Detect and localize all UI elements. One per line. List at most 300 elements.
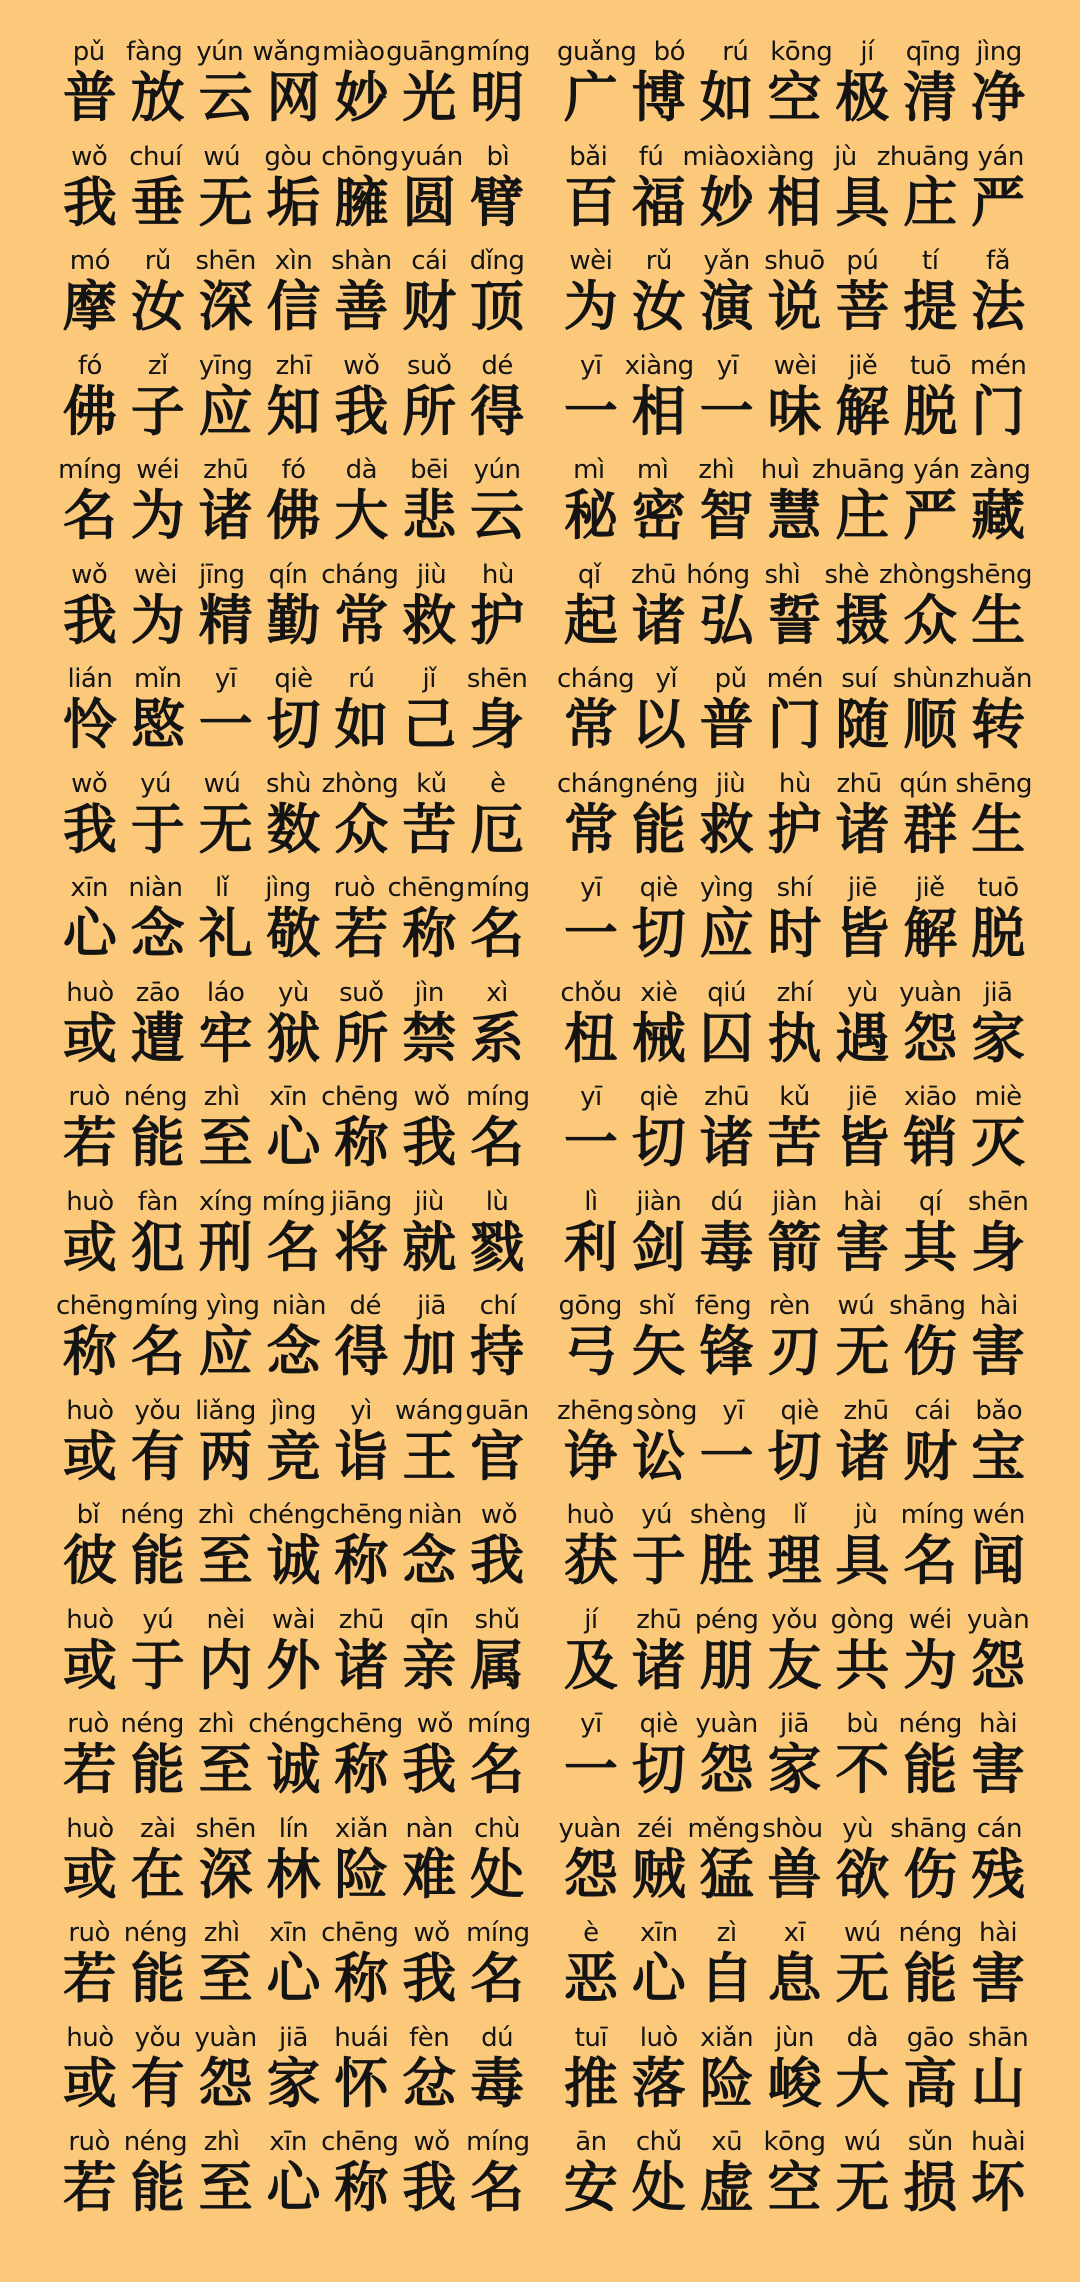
verse-line <box>557 350 1032 455</box>
pinyin-syllable: měng <box>687 1813 760 1844</box>
pinyin-row <box>557 1708 1032 1740</box>
hanzi-character: 称 <box>402 902 457 965</box>
pinyin-syllable: xì <box>486 977 508 1008</box>
hanzi-character: 生 <box>971 797 1026 861</box>
pinyin-syllable: wú <box>843 2127 881 2157</box>
pinyin-syllable: lù <box>485 1186 509 1217</box>
hanzi-character: 高 <box>903 2051 958 2115</box>
verse-line <box>56 245 531 350</box>
verse-line <box>56 2126 531 2231</box>
hanzi-character: 子 <box>130 379 185 443</box>
pinyin-syllable: wǒ <box>416 1709 453 1739</box>
pinyin-syllable: yù <box>278 977 309 1008</box>
pinyin-syllable: huò <box>66 1186 114 1217</box>
hanzi-row <box>56 1006 531 1070</box>
hanzi-character: 获 <box>563 1529 618 1592</box>
verse-line <box>557 454 1032 559</box>
pinyin-syllable: wǒ <box>413 1082 450 1112</box>
hanzi-character: 如 <box>699 66 754 129</box>
pinyin-syllable: bù <box>846 1709 879 1739</box>
pinyin-syllable: shān <box>967 2022 1029 2053</box>
pinyin-syllable: yuàn <box>558 1813 621 1844</box>
pinyin-syllable: zhū <box>203 455 249 485</box>
hanzi-character: 博 <box>631 66 686 129</box>
pinyin-row <box>557 245 1032 277</box>
hanzi-character: 箭 <box>767 1215 822 1279</box>
hanzi-character: 空 <box>767 2156 822 2219</box>
verse-line <box>557 872 1032 977</box>
hanzi-row <box>557 1633 1032 1697</box>
pinyin-row <box>557 2126 1032 2158</box>
pinyin-row <box>557 1813 1032 1845</box>
hanzi-character: 有 <box>130 2051 185 2115</box>
hanzi-character: 险 <box>699 2051 754 2115</box>
pinyin-syllable: kōng <box>763 2127 826 2157</box>
hanzi-character: 胜 <box>699 1529 754 1592</box>
hanzi-character: 皆 <box>835 1111 890 1174</box>
hanzi-character: 切 <box>631 1738 686 1801</box>
pinyin-syllable: jìng <box>270 1395 317 1426</box>
hanzi-character: 切 <box>631 1111 686 1174</box>
hanzi-character: 为 <box>903 1633 958 1697</box>
hanzi-character: 怨 <box>699 1738 754 1801</box>
hanzi-character: 至 <box>198 1738 253 1801</box>
hanzi-row <box>56 1215 531 1279</box>
hanzi-row <box>56 170 531 234</box>
hanzi-character: 息 <box>767 1947 822 2010</box>
hanzi-character: 云 <box>470 484 525 547</box>
pinyin-syllable: huì <box>760 455 800 485</box>
hanzi-row <box>557 588 1032 652</box>
pinyin-row <box>557 36 1032 68</box>
pinyin-row <box>56 1604 531 1636</box>
verse-line <box>56 454 531 559</box>
pinyin-syllable: huò <box>66 1604 114 1635</box>
verse-line <box>557 768 1032 873</box>
pinyin-syllable: rèn <box>768 1291 811 1321</box>
hanzi-character: 竞 <box>266 1424 321 1488</box>
hanzi-character: 若 <box>62 1947 117 2010</box>
hanzi-character: 恶 <box>563 1947 618 2010</box>
hanzi-row <box>557 797 1032 861</box>
hanzi-row <box>557 277 1032 337</box>
hanzi-character: 佛 <box>62 379 117 443</box>
hanzi-row <box>557 1424 1032 1488</box>
verse-line <box>557 1395 1032 1500</box>
pinyin-syllable: jiě <box>915 873 945 903</box>
pinyin-syllable: yú <box>641 1500 673 1530</box>
hanzi-character: 一 <box>699 1424 754 1488</box>
pinyin-syllable: yǐ <box>655 664 678 694</box>
pinyin-syllable: wèi <box>569 246 613 276</box>
pinyin-syllable: mǐn <box>134 664 182 694</box>
pinyin-syllable: dú <box>710 1186 743 1217</box>
pinyin-syllable: míng <box>58 455 122 485</box>
hanzi-character: 顶 <box>470 275 525 338</box>
hanzi-character: 属 <box>470 1633 525 1697</box>
hanzi-row <box>56 1740 531 1800</box>
pinyin-syllable: wèi <box>133 559 177 590</box>
verse-line <box>56 977 531 1082</box>
pinyin-syllable: chéng <box>248 1500 326 1530</box>
pinyin-syllable: qún <box>899 768 948 799</box>
pinyin-row <box>557 1395 1032 1427</box>
hanzi-character: 至 <box>198 1111 253 1174</box>
hanzi-character: 锋 <box>699 1320 754 1383</box>
hanzi-character: 庄 <box>835 484 890 547</box>
pinyin-syllable: shù <box>265 768 311 799</box>
pinyin-syllable: shǔ <box>474 1604 520 1635</box>
hanzi-character: 我 <box>334 379 389 443</box>
pinyin-row <box>56 1499 531 1531</box>
verse-line <box>557 1813 1032 1918</box>
pinyin-syllable: jiē <box>847 873 877 903</box>
hanzi-character: 处 <box>631 2156 686 2219</box>
hanzi-character: 严 <box>971 170 1026 234</box>
hanzi-character: 闻 <box>971 1529 1026 1592</box>
pinyin-row <box>56 141 531 173</box>
hanzi-character: 菩 <box>835 275 890 338</box>
hanzi-character: 怨 <box>198 2051 253 2115</box>
pinyin-syllable: miè <box>974 1082 1022 1112</box>
hanzi-character: 为 <box>130 588 185 652</box>
hanzi-character: 深 <box>198 275 253 338</box>
pinyin-row <box>557 350 1032 382</box>
pinyin-syllable: qiè <box>780 1395 819 1426</box>
hanzi-character: 厄 <box>470 797 525 861</box>
hanzi-character: 大 <box>835 2051 890 2115</box>
pinyin-syllable: bì <box>486 141 510 172</box>
verse-line <box>56 1186 531 1291</box>
pinyin-syllable: lín <box>278 1813 309 1844</box>
pinyin-row <box>557 1499 1032 1531</box>
verse-line <box>557 2126 1032 2231</box>
hanzi-character: 称 <box>334 1111 389 1174</box>
pinyin-syllable: wáng <box>395 1395 464 1426</box>
hanzi-character: 称 <box>62 1320 117 1383</box>
hanzi-character: 慧 <box>767 484 822 547</box>
pinyin-syllable: chēng <box>387 873 465 903</box>
pinyin-syllable: wèi <box>773 350 817 381</box>
verse-line <box>557 559 1032 664</box>
pinyin-syllable: shùn <box>892 664 954 694</box>
hanzi-character: 臂 <box>470 170 525 234</box>
hanzi-character: 门 <box>767 693 822 756</box>
verse-line <box>56 1917 531 2022</box>
hanzi-character: 及 <box>563 1633 618 1697</box>
pinyin-syllable: jiā <box>983 977 1013 1008</box>
pinyin-syllable: huài <box>971 2127 1026 2157</box>
hanzi-character: 名 <box>903 1529 958 1592</box>
pinyin-syllable: jiù <box>416 559 447 590</box>
verse-line <box>56 350 531 455</box>
hanzi-character: 若 <box>62 1738 117 1801</box>
pinyin-syllable: wú <box>203 768 241 799</box>
hanzi-character: 臃 <box>334 170 389 234</box>
verse-line <box>56 1813 531 1918</box>
hanzi-character: 切 <box>631 902 686 965</box>
pinyin-syllable: dé <box>349 1291 382 1321</box>
hanzi-character: 诸 <box>699 1111 754 1174</box>
pinyin-syllable: míng <box>466 1918 530 1948</box>
pinyin-syllable: shèng <box>689 1500 767 1530</box>
hanzi-character: 林 <box>266 1842 321 1906</box>
hanzi-character: 朋 <box>699 1633 754 1697</box>
hanzi-character: 弓 <box>563 1320 618 1383</box>
hanzi-character: 演 <box>699 275 754 338</box>
pinyin-syllable: bǎi <box>569 141 608 172</box>
pinyin-row <box>557 977 1032 1009</box>
hanzi-character: 相 <box>631 379 686 443</box>
pinyin-syllable: guāng <box>386 37 466 67</box>
pinyin-syllable: yuàn <box>194 2022 257 2053</box>
hanzi-character: 称 <box>334 1529 389 1592</box>
hanzi-character: 念 <box>402 1529 457 1592</box>
pinyin-syllable: jiù <box>715 768 746 799</box>
pinyin-syllable: hù <box>778 768 811 799</box>
pinyin-syllable: gòng <box>830 1604 895 1635</box>
pinyin-syllable: shāng <box>890 1813 967 1844</box>
hanzi-character: 名 <box>470 1111 525 1174</box>
hanzi-character: 无 <box>198 797 253 861</box>
verse-line <box>557 1290 1032 1395</box>
hanzi-character: 害 <box>971 1738 1026 1801</box>
hanzi-character: 光 <box>402 66 457 129</box>
pinyin-row <box>56 245 531 277</box>
verse-line <box>557 36 1032 141</box>
pinyin-syllable: yuàn <box>899 977 962 1008</box>
pinyin-syllable: péng <box>694 1604 759 1635</box>
pinyin-row <box>56 1186 531 1218</box>
pinyin-syllable: dà <box>846 2022 879 2053</box>
pinyin-syllable: hài <box>978 1918 1018 1948</box>
pinyin-syllable: rú <box>722 37 749 67</box>
pinyin-syllable: yī <box>580 873 602 903</box>
pinyin-syllable: shì <box>764 559 801 590</box>
pinyin-syllable: zì <box>716 1918 737 1948</box>
pinyin-syllable: wǒ <box>480 1500 518 1530</box>
pinyin-syllable: zhū <box>338 1604 384 1635</box>
pinyin-syllable: zhì <box>203 2127 240 2157</box>
hanzi-character: 妙 <box>334 66 389 129</box>
hanzi-character: 王 <box>402 1424 457 1488</box>
pinyin-syllable: xīn <box>70 873 108 903</box>
hanzi-row <box>56 1424 531 1488</box>
pinyin-syllable: xíng <box>198 1186 253 1217</box>
pinyin-syllable: míng <box>466 37 531 67</box>
pinyin-syllable: fēng <box>694 1291 752 1321</box>
hanzi-character: 于 <box>631 1529 686 1592</box>
pinyin-row <box>56 2022 531 2054</box>
hanzi-character: 护 <box>767 797 822 861</box>
pinyin-syllable: míng <box>466 1082 530 1112</box>
pinyin-syllable: qí <box>918 1186 942 1217</box>
hanzi-character: 或 <box>62 1424 117 1488</box>
hanzi-character: 清 <box>903 66 958 129</box>
hanzi-row <box>56 1842 531 1906</box>
hanzi-character: 若 <box>62 2156 117 2219</box>
hanzi-character: 名 <box>62 484 117 547</box>
hanzi-character: 推 <box>563 2051 618 2115</box>
pinyin-syllable: chēng <box>325 1500 403 1530</box>
hanzi-row <box>557 1531 1032 1591</box>
pinyin-syllable: xiàng <box>624 350 694 381</box>
hanzi-character: 称 <box>334 1738 389 1801</box>
hanzi-character: 无 <box>835 1320 890 1383</box>
pinyin-row <box>56 768 531 800</box>
hanzi-character: 害 <box>971 1320 1026 1383</box>
pinyin-row <box>557 768 1032 800</box>
hanzi-character: 亲 <box>402 1633 457 1697</box>
hanzi-character: 外 <box>266 1633 321 1697</box>
hanzi-character: 我 <box>402 1111 457 1174</box>
pinyin-syllable: pǔ <box>714 664 747 694</box>
pinyin-syllable: wǒ <box>71 141 108 172</box>
pinyin-syllable: hài <box>978 1709 1018 1739</box>
pinyin-row <box>557 141 1032 173</box>
hanzi-character: 身 <box>470 693 525 756</box>
pinyin-syllable: guān <box>465 1395 529 1426</box>
hanzi-row <box>557 1740 1032 1800</box>
hanzi-character: 知 <box>266 379 321 443</box>
hanzi-character: 怨 <box>903 1006 958 1070</box>
pinyin-row <box>557 1290 1032 1322</box>
pinyin-syllable: zhì <box>198 1500 235 1530</box>
hanzi-character: 灭 <box>971 1111 1026 1174</box>
pinyin-syllable: xū <box>711 2127 743 2157</box>
verse-line <box>557 245 1032 350</box>
hanzi-character: 心 <box>266 1947 321 2010</box>
pinyin-syllable: sòng <box>636 1395 698 1426</box>
hanzi-character: 一 <box>563 379 618 443</box>
hanzi-character: 具 <box>835 1529 890 1592</box>
pinyin-syllable: wǒ <box>413 1918 450 1948</box>
hanzi-character: 销 <box>903 1111 958 1174</box>
hanzi-character: 就 <box>402 1215 457 1279</box>
hanzi-character: 峻 <box>767 2051 822 2115</box>
hanzi-character: 普 <box>699 693 754 756</box>
pinyin-syllable: yú <box>140 768 172 799</box>
pinyin-syllable: gāo <box>906 2022 954 2053</box>
pinyin-syllable: néng <box>898 1709 962 1739</box>
pinyin-syllable: mì <box>636 455 669 485</box>
pinyin-syllable: zhū <box>636 1604 682 1635</box>
hanzi-character: 普 <box>62 66 117 129</box>
hanzi-character: 救 <box>699 797 754 861</box>
hanzi-character: 无 <box>198 170 253 234</box>
hanzi-character: 苦 <box>767 1111 822 1174</box>
pinyin-syllable: jǐ <box>422 664 436 694</box>
hanzi-character: 犯 <box>130 1215 185 1279</box>
hanzi-character: 脱 <box>971 902 1026 965</box>
pinyin-syllable: míng <box>467 1709 531 1739</box>
hanzi-character: 汝 <box>631 275 686 338</box>
pinyin-syllable: niàn <box>271 1291 327 1321</box>
pinyin-row <box>56 872 531 904</box>
hanzi-character: 救 <box>402 588 457 652</box>
hanzi-character: 至 <box>198 1947 253 2010</box>
hanzi-character: 险 <box>334 1842 389 1906</box>
pinyin-syllable: xiàng <box>745 141 815 172</box>
hanzi-character: 以 <box>631 693 686 756</box>
hanzi-character: 具 <box>835 170 890 234</box>
hanzi-character: 妙 <box>699 170 754 234</box>
hanzi-row <box>557 379 1032 443</box>
pinyin-syllable: yǒu <box>771 1604 818 1635</box>
verse-line <box>557 1186 1032 1291</box>
pinyin-syllable: kǔ <box>779 1082 810 1112</box>
hanzi-character: 己 <box>402 693 457 756</box>
hanzi-character: 诸 <box>631 588 686 652</box>
pinyin-row <box>56 454 531 486</box>
hanzi-character: 我 <box>470 1529 525 1592</box>
pinyin-syllable: liǎng <box>195 1395 256 1426</box>
hanzi-character: 禁 <box>402 1006 457 1070</box>
hanzi-character: 摄 <box>835 588 890 652</box>
pinyin-syllable: yī <box>214 664 237 694</box>
pinyin-syllable: jiù <box>414 1186 444 1217</box>
pinyin-syllable: shǐ <box>638 1291 675 1321</box>
verse-line <box>56 768 531 873</box>
pinyin-syllable: néng <box>120 1709 184 1739</box>
pinyin-syllable: zhòng <box>878 559 956 590</box>
pinyin-syllable: fàng <box>126 37 183 67</box>
pinyin-syllable: tí <box>922 246 939 276</box>
hanzi-character: 牢 <box>198 1006 253 1070</box>
pinyin-syllable: jù <box>854 1500 878 1530</box>
pinyin-syllable: hài <box>843 1186 882 1217</box>
pinyin-syllable: jù <box>834 141 857 172</box>
hanzi-character: 念 <box>266 1320 321 1383</box>
hanzi-character: 械 <box>631 1006 686 1070</box>
pinyin-syllable: yìng <box>699 873 754 903</box>
hanzi-character: 百 <box>563 170 618 234</box>
hanzi-character: 至 <box>198 1529 253 1592</box>
hanzi-character: 众 <box>903 588 958 652</box>
pinyin-syllable: néng <box>634 768 699 799</box>
pinyin-row <box>56 350 531 382</box>
hanzi-character: 戮 <box>470 1215 525 1279</box>
pinyin-syllable: yì <box>350 1395 372 1426</box>
hanzi-character: 提 <box>903 275 958 338</box>
hanzi-character: 所 <box>402 379 457 443</box>
hanzi-character: 忿 <box>402 2051 457 2115</box>
pinyin-syllable: chéng <box>248 1709 326 1739</box>
pinyin-syllable: yǒu <box>134 1395 181 1426</box>
pinyin-syllable: zhì <box>698 455 735 485</box>
hanzi-character: 法 <box>971 275 1026 338</box>
pinyin-syllable: jí <box>860 37 874 67</box>
pinyin-syllable: xìn <box>274 246 313 276</box>
pinyin-syllable: dú <box>481 2022 514 2053</box>
pinyin-syllable: jiā <box>417 1291 446 1321</box>
hanzi-character: 诸 <box>334 1633 389 1697</box>
hanzi-character: 无 <box>835 1947 890 2010</box>
pinyin-syllable: zhí <box>776 977 813 1008</box>
pinyin-syllable: qiú <box>707 977 746 1008</box>
pinyin-syllable: jìng <box>976 37 1022 67</box>
hanzi-character: 加 <box>402 1320 457 1383</box>
pinyin-row <box>56 1395 531 1427</box>
pinyin-syllable: fú <box>638 141 664 172</box>
hanzi-character: 转 <box>971 693 1026 756</box>
hanzi-character: 数 <box>266 797 321 861</box>
pinyin-syllable: zǐ <box>147 350 168 381</box>
pinyin-syllable: xīn <box>269 1918 307 1948</box>
hanzi-row <box>557 486 1032 546</box>
pinyin-syllable: qín <box>268 559 308 590</box>
hanzi-character: 随 <box>835 693 890 756</box>
